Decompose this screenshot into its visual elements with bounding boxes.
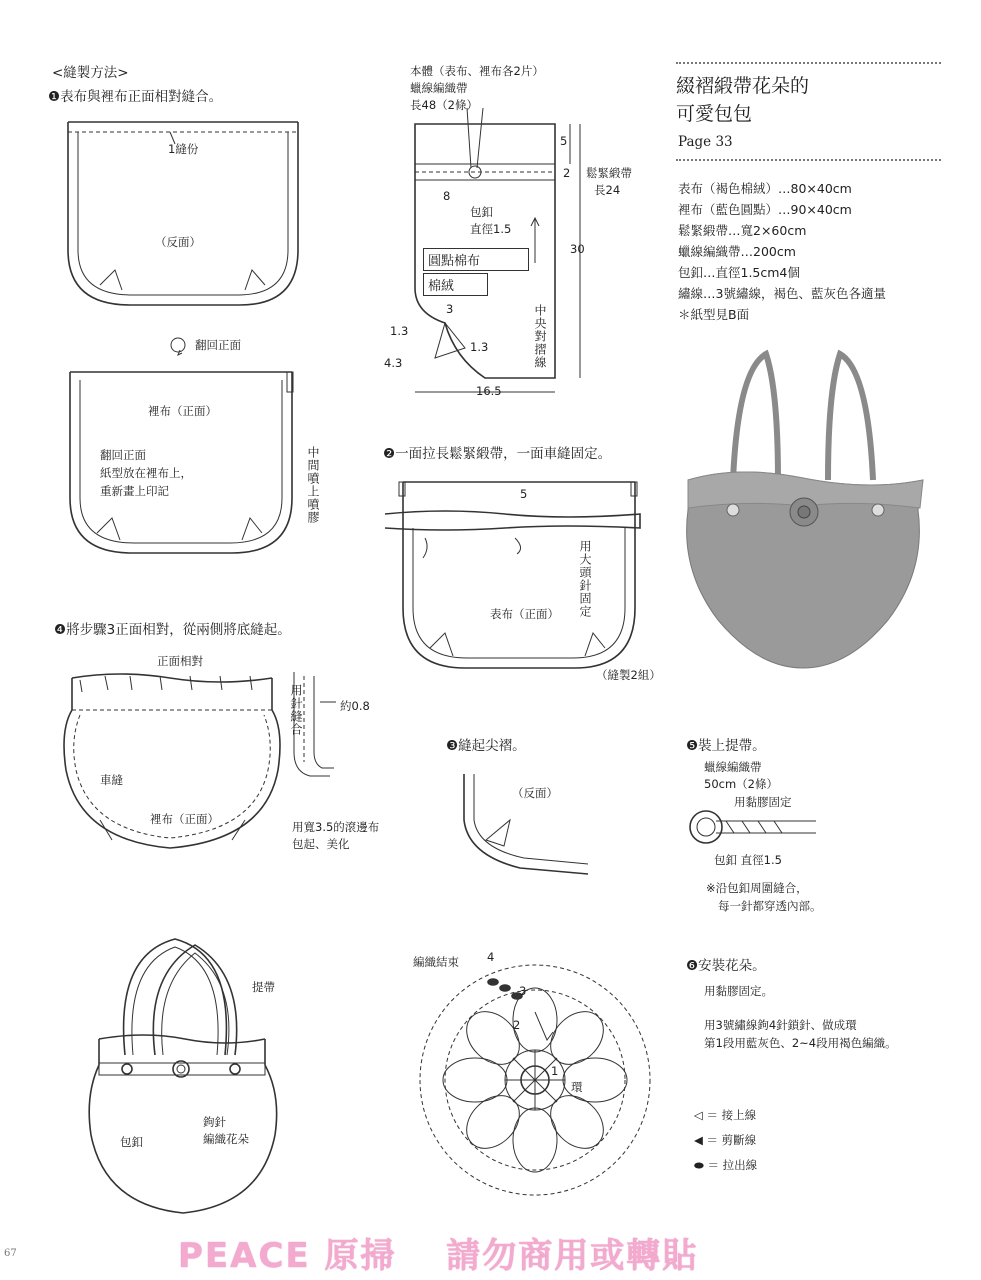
step3-reverse-label: （反面） xyxy=(512,786,558,800)
step2-dim-5: 5 xyxy=(520,487,528,501)
chart-round-3: 3 xyxy=(519,984,527,998)
watermark: PEACE 原掃 請勿商用或轉貼 xyxy=(178,1236,699,1276)
chart-round-2: 2 xyxy=(513,1018,521,1032)
cord-length-label: 50cm（2條） xyxy=(704,777,778,791)
sew-label: 車縫 xyxy=(100,773,123,787)
dim-1-3a: 1.3 xyxy=(390,324,409,338)
chart-round-4: 4 xyxy=(487,950,495,964)
bias-label: 用寬3.5的滾邊布 xyxy=(292,820,380,834)
pattern-body-label: 本體（表布、裡布各2片） xyxy=(410,64,544,78)
material-item: 蠟線編織帶…200cm xyxy=(678,244,796,259)
outer-fabric-label: 表布（正面） xyxy=(490,607,559,621)
button-label: 包釦 xyxy=(470,205,493,219)
face-to-face-label: 正面相對 xyxy=(157,654,203,668)
dim-2: 2 xyxy=(563,166,571,180)
dim-16-5: 16.5 xyxy=(476,384,502,398)
finished-button-label: 包釦 xyxy=(120,1135,143,1149)
crochet-flower-label: 編織花朵 xyxy=(203,1132,249,1146)
dim-3: 3 xyxy=(446,302,454,316)
step6-glue-label: 用黏膠固定。 xyxy=(704,984,773,998)
title-line1: 綴褶緞帶花朵的 xyxy=(676,75,810,97)
step2-label: ❷一面拉長鬆緊緞帶，一面車縫固定。 xyxy=(383,446,612,462)
turn-arrow-icon xyxy=(168,333,192,357)
pull-thread-icon: ⬬ ＝ 拉出線 xyxy=(694,1158,758,1172)
fabric-velvet-label: 棉絨 xyxy=(423,273,488,296)
turn-right-side-label: 翻回正面 xyxy=(195,338,241,352)
note-pattern-label: 紙型放在裡布上， xyxy=(100,466,192,480)
spray-glue-label: 中間噴上噴膠 xyxy=(306,446,320,524)
cord-label: 蠟線編織帶 xyxy=(704,760,762,774)
chart-ring-label: 環 xyxy=(571,1080,583,1094)
material-item: 繡線…3號繡線，褐色、藍灰色各適量 xyxy=(678,286,886,301)
finished-bag-drawing xyxy=(85,935,285,1225)
elastic-label: 鬆緊緞帶 xyxy=(586,166,632,180)
step1-reverse-diagram xyxy=(40,110,340,310)
cut-thread-icon: ◀ ＝ 剪斷線 xyxy=(694,1133,757,1147)
bias-finish-label: 包起、美化 xyxy=(292,837,350,851)
step5-diagram xyxy=(686,805,826,855)
sew-two-sets-label: （縫製2組） xyxy=(596,668,661,682)
step5-note2: 每一針都穿透內部。 xyxy=(718,899,822,913)
materials-list xyxy=(678,178,886,325)
fabric-dot-label: 圓點棉布 xyxy=(423,248,529,271)
hand-sew-label: 用針縫合 xyxy=(289,684,303,736)
material-item: 裡布（藍色圓點）…90×40cm xyxy=(678,202,852,217)
reverse-side-label: （反面） xyxy=(155,235,201,249)
step3-label: ❸縫起尖褶。 xyxy=(446,738,526,754)
chart-end-label: 編織結束 xyxy=(413,955,459,969)
seam-allowance-label: 1縫份 xyxy=(168,142,199,156)
pin-label: 用大頭針固定 xyxy=(578,540,592,618)
lining-right-side-label: 裡布（正面） xyxy=(148,404,217,418)
dim-4-3: 4.3 xyxy=(384,356,403,370)
dim-30: 30 xyxy=(570,242,585,256)
step4-label: ❹將步驟3正面相對，從兩側將底縫起。 xyxy=(54,622,291,638)
crochet-label: 鉤針 xyxy=(203,1115,226,1129)
chart-round-1: 1 xyxy=(551,1064,559,1078)
dim-5: 5 xyxy=(560,134,568,148)
handle-label: 提帶 xyxy=(252,980,275,994)
step6-label: ❻安裝花朵。 xyxy=(686,958,766,974)
bag-photo xyxy=(678,350,928,670)
dim-1-3b: 1.3 xyxy=(470,340,489,354)
material-item: ＊紙型見B面 xyxy=(678,307,750,322)
center-fold-label: 中央對摺線 xyxy=(533,304,547,369)
step4-lining-label: 裡布（正面） xyxy=(150,812,219,826)
material-item: 鬆緊緞帶…寬2×60cm xyxy=(678,223,807,238)
crochet-chart xyxy=(405,950,665,1210)
approx-label: 約0.8 xyxy=(340,699,370,713)
material-item: 表布（褐色棉絨）…80×40cm xyxy=(678,181,852,196)
note-remark-label: 重新畫上印記 xyxy=(100,484,169,498)
step1-label: ❶表布與裡布正面相對縫合。 xyxy=(48,89,223,105)
title-line2: 可愛包包 xyxy=(676,103,753,125)
crochet-instruction-2: 第1段用藍灰色、2~4段用褐色編織。 xyxy=(704,1036,897,1050)
button-diameter: 直徑1.5 xyxy=(470,222,512,236)
step5-note1: ※沿包釦周圍縫合， xyxy=(706,881,808,895)
crochet-instruction-1: 用3號繡線鉤4針鎖針、做成環 xyxy=(704,1018,857,1032)
glue-label: 用黏膠固定 xyxy=(734,795,792,809)
pattern-cord-length: 長48（2條） xyxy=(410,98,478,112)
step2-diagram xyxy=(385,478,655,678)
join-thread-icon: ◁ ＝ 接上線 xyxy=(694,1108,757,1122)
note-turn-label: 翻回正面 xyxy=(100,448,146,462)
step4-diagram xyxy=(60,670,290,870)
pattern-cord-label: 蠟線編織帶 xyxy=(410,81,468,95)
page-reference: Page 33 xyxy=(678,134,733,150)
material-item: 包釦…直徑1.5cm4個 xyxy=(678,265,800,280)
page-number: 67 xyxy=(4,1248,17,1259)
dim-8: 8 xyxy=(443,189,451,203)
step5-button-label: 包釦 直徑1.5 xyxy=(714,853,782,867)
step5-label: ❺裝上提帶。 xyxy=(686,738,766,754)
section-title: <縫製方法> xyxy=(52,65,129,81)
elastic-length: 長24 xyxy=(594,183,621,197)
